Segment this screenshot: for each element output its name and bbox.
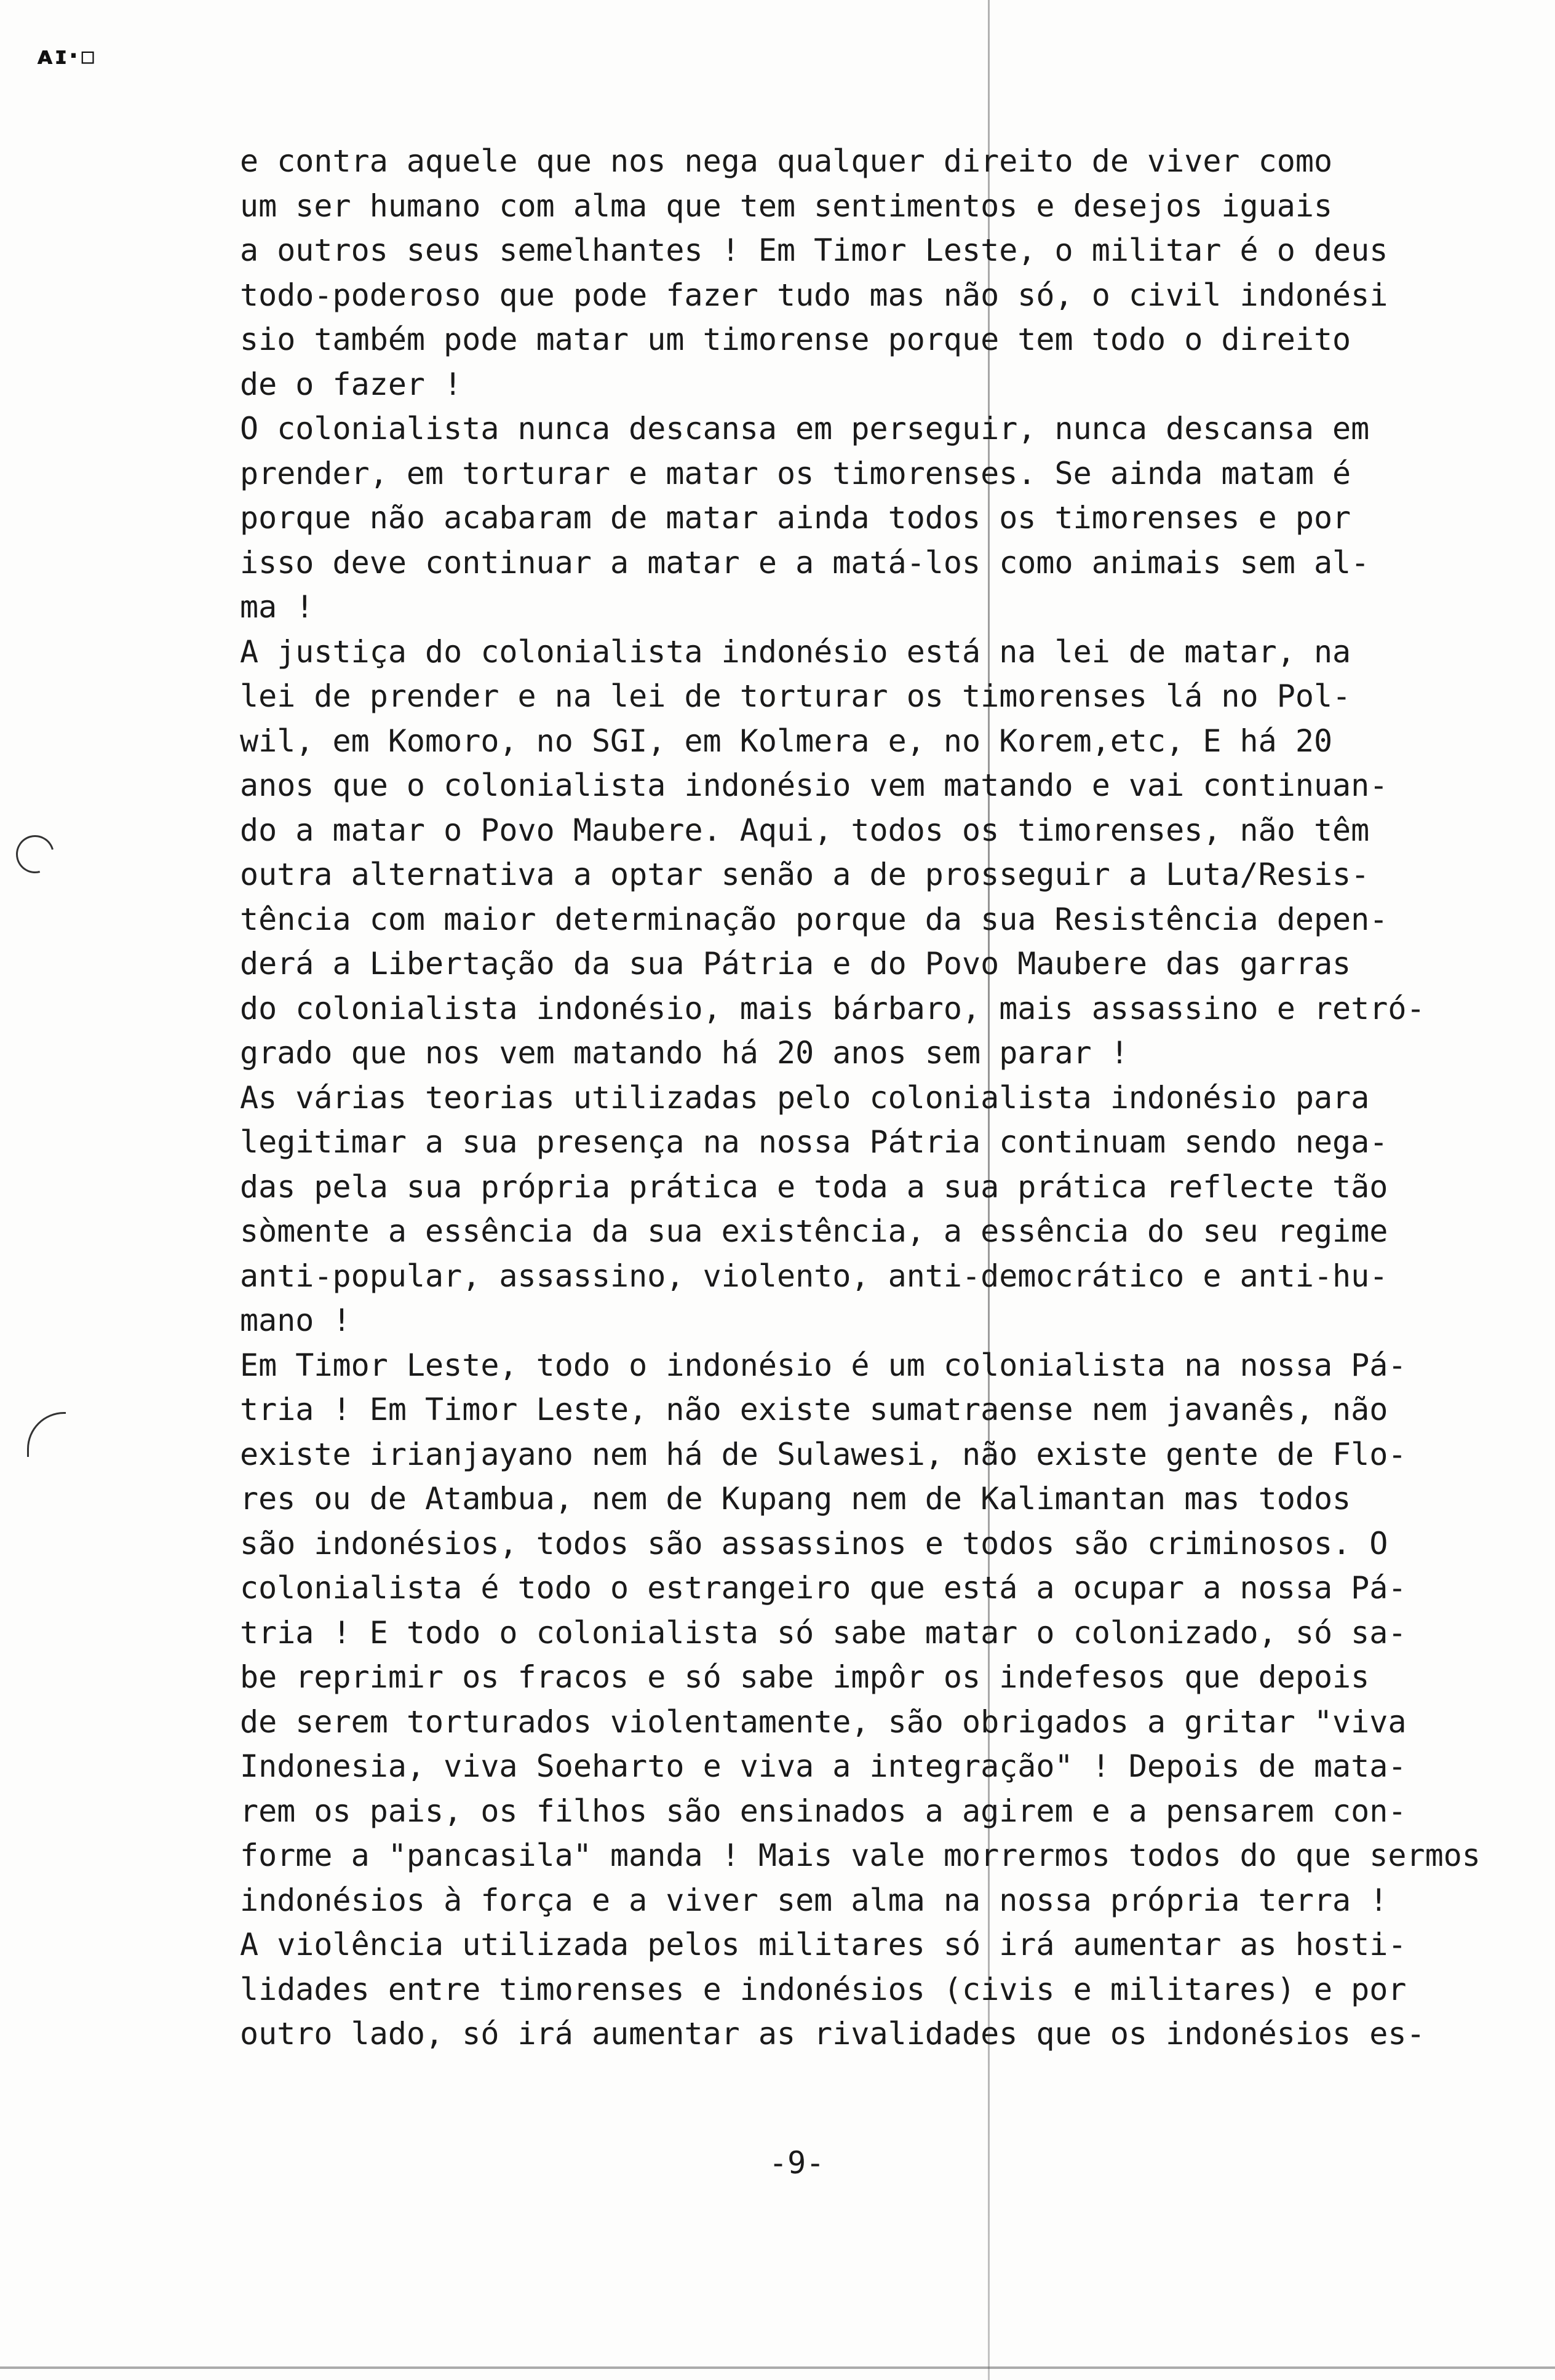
punch-hole-mark bbox=[9, 828, 62, 881]
text-line: e contra aquele que nos nega qualquer direito de viver como bbox=[240, 143, 1333, 179]
text-line: res ou de Atambua, nem de Kupang nem de Kalimantan mas todos bbox=[240, 1481, 1351, 1517]
text-line: Em Timor Leste, todo o indonésio é um colonialista na nossa Pá- bbox=[240, 1347, 1407, 1383]
text-line: be reprimir os fracos e só sabe impôr os indefesos que depois bbox=[240, 1659, 1370, 1695]
punch-hole-mark-lower bbox=[27, 1412, 66, 1457]
text-line: lei de prender e na lei de torturar os timorenses lá no Pol- bbox=[240, 678, 1351, 714]
text-line: forme a "pancasila" manda ! Mais vale morrermos todos do que sermos bbox=[240, 1838, 1481, 1873]
text-line: um ser humano com alma que tem sentimentos e desejos iguais bbox=[240, 188, 1333, 224]
text-line: A justiça do colonialista indonésio está na lei de matar, na bbox=[240, 633, 1351, 670]
text-line: Indonesia, viva Soeharto e viva a integração" ! Depois de mata- bbox=[240, 1748, 1407, 1784]
text-line: colonialista é todo o estrangeiro que está a ocupar a nossa Pá- bbox=[240, 1570, 1407, 1606]
text-line: existe irianjayano nem há de Sulawesi, não existe gente de Flo- bbox=[240, 1436, 1407, 1472]
text-line: grado que nos vem matando há 20 anos sem parar ! bbox=[240, 1035, 1129, 1071]
text-line: As várias teorias utilizadas pelo colonialista indonésio para bbox=[240, 1079, 1370, 1116]
text-line: legitimar a sua presença na nossa Pátria continuam sendo nega- bbox=[240, 1124, 1388, 1160]
text-line: outro lado, só irá aumentar as rivalidades que os indonésios es- bbox=[240, 2016, 1425, 2052]
text-line: anti-popular, assassino, violento, anti-democrático e anti-hu- bbox=[240, 1258, 1388, 1294]
text-line: de o fazer ! bbox=[240, 366, 463, 402]
text-line: tência com maior determinação porque da sua Resistência depen- bbox=[240, 901, 1388, 937]
text-line: wil, em Komoro, no SGI, em Kolmera e, no Korem,etc, E há 20 bbox=[240, 723, 1333, 759]
text-line: das pela sua própria prática e toda a sua prática reflecte tão bbox=[240, 1168, 1388, 1205]
text-line: mano ! bbox=[240, 1303, 351, 1338]
text-line: lidades entre timorenses e indonésios (civis e militares) e por bbox=[240, 1971, 1407, 2007]
text-line: derá a Libertação da sua Pátria e do Povo Maubere das garras bbox=[240, 946, 1351, 982]
text-line: O colonialista nunca descansa em perseguir, nunca descansa em bbox=[240, 411, 1370, 446]
body-text bbox=[240, 139, 1481, 2057]
text-line: sio também pode matar um timorense porque tem todo o direito bbox=[240, 322, 1351, 357]
text-line: do colonialista indonésio, mais bárbaro, mais assassino e retró- bbox=[240, 990, 1425, 1026]
text-line: A violência utilizada pelos militares só irá aumentar as hosti- bbox=[240, 1927, 1407, 1962]
text-line: isso deve continuar a matar e a matá-los como animais sem al- bbox=[240, 544, 1370, 581]
text-line: são indonésios, todos são assassinos e todos são criminosos. O bbox=[240, 1525, 1388, 1561]
text-line: sòmente a essência da sua existência, a essência do seu regime bbox=[240, 1213, 1388, 1249]
text-line: a outros seus semelhantes ! Em Timor Leste, o militar é o deus bbox=[240, 232, 1388, 268]
text-line: do a matar o Povo Maubere. Aqui, todos os timorenses, não têm bbox=[240, 812, 1370, 848]
page-number: -9- bbox=[769, 2145, 825, 2181]
text-line: anos que o colonialista indonésio vem matando e vai continuan- bbox=[240, 768, 1388, 803]
text-line: tria ! E todo o colonialista só sabe matar o colonizado, só sa- bbox=[240, 1614, 1407, 1651]
page-bottom-edge bbox=[0, 2366, 1555, 2369]
text-line: rem os pais, os filhos são ensinados a agirem e a pensarem con- bbox=[240, 1793, 1407, 1829]
text-line: ma ! bbox=[240, 589, 314, 625]
corner-mark: ᴀɪ·▫ bbox=[37, 42, 98, 70]
text-line: todo-poderoso que pode fazer tudo mas não só, o civil indonési bbox=[240, 277, 1388, 313]
text-line: de serem torturados violentamente, são obrigados a gritar "viva bbox=[240, 1704, 1407, 1740]
text-line: outra alternativa a optar senão a de prosseguir a Luta/Resis- bbox=[240, 857, 1370, 892]
text-line: tria ! Em Timor Leste, não existe sumatraense nem javanês, não bbox=[240, 1392, 1388, 1427]
text-line: prender, em torturar e matar os timorenses. Se ainda matam é bbox=[240, 455, 1351, 491]
text-line: porque não acabaram de matar ainda todos os timorenses e por bbox=[240, 500, 1351, 536]
text-line: indonésios à força e a viver sem alma na nossa própria terra ! bbox=[240, 1882, 1388, 1918]
